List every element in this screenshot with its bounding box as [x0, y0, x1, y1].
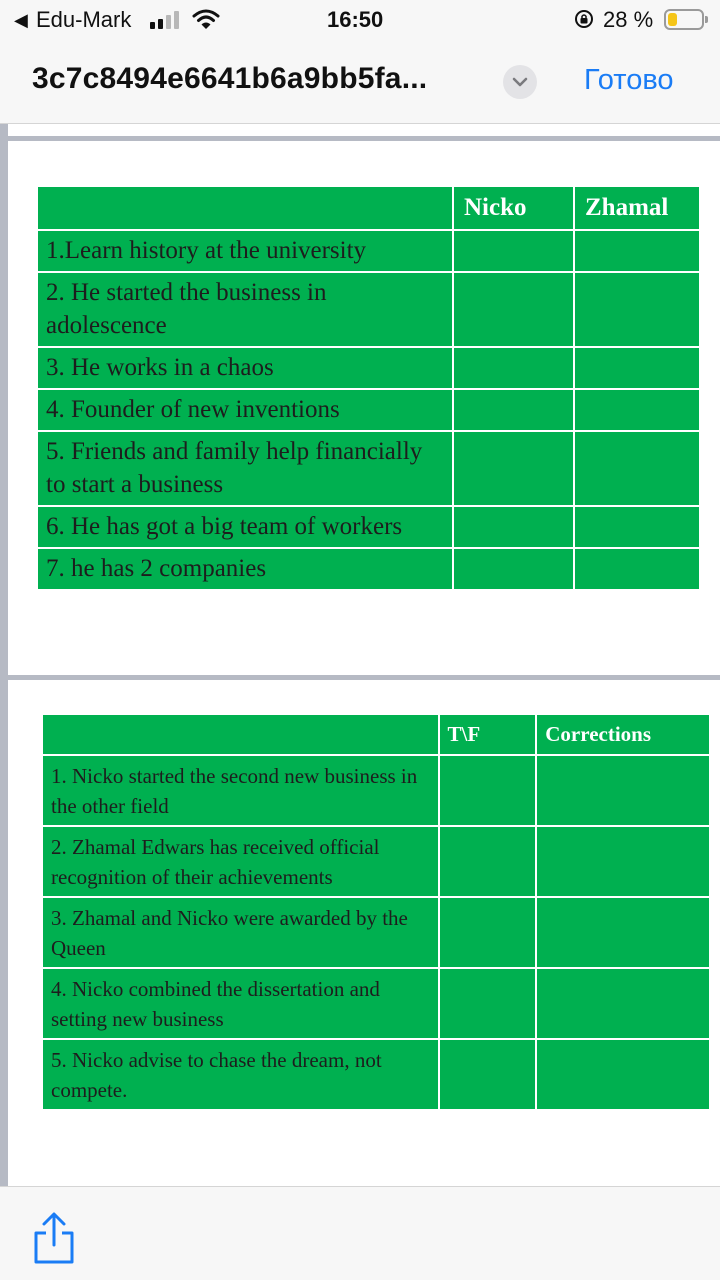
table-row [42, 826, 710, 897]
battery-level [668, 13, 677, 26]
answer-cell-nicko [453, 431, 574, 506]
table-row [37, 230, 700, 272]
table-row [42, 1039, 710, 1110]
table-header-empty [42, 714, 439, 755]
true-false-cell [439, 968, 537, 1039]
document-viewer[interactable] [0, 124, 720, 1186]
status-bar [0, 0, 720, 40]
table-header-empty [37, 186, 453, 230]
statement-cell: 3. Zhamal and Nicko were awarded by the Queen [42, 897, 439, 968]
done-button[interactable]: Готово [584, 64, 674, 96]
true-false-cell [439, 826, 537, 897]
answer-cell-zhamal [574, 389, 700, 431]
table-row [37, 548, 700, 590]
true-false-cell [439, 755, 537, 826]
answer-cell-nicko [453, 548, 574, 590]
correction-cell [536, 1039, 710, 1110]
true-false-cell [439, 897, 537, 968]
share-icon[interactable] [30, 1211, 78, 1265]
battery-icon [664, 9, 704, 30]
statement-cell: 5. Friends and family help financially to start a business [37, 431, 453, 506]
statement-cell: 2. He started the business in adolescence [37, 272, 453, 347]
statement-cell: 3. He works in a chaos [37, 347, 453, 389]
table-nicko-zhamal [36, 185, 701, 591]
statement-cell: 6. He has got a big team of workers [37, 506, 453, 548]
answer-cell-zhamal [574, 347, 700, 389]
signal-icon [150, 11, 184, 29]
table-header-row [42, 714, 710, 755]
correction-cell [536, 897, 710, 968]
document-title: 3c7c8494e6641b6a9bb5fa... [32, 62, 428, 95]
table-header-row [37, 186, 700, 230]
table-row [37, 389, 700, 431]
answer-cell-zhamal [574, 431, 700, 506]
table-row [37, 347, 700, 389]
table-row [37, 431, 700, 506]
answer-cell-zhamal [574, 272, 700, 347]
table-row [37, 506, 700, 548]
page-margin [0, 124, 8, 1186]
statement-cell: 1. Nicko started the second new business in the other field [42, 755, 439, 826]
answer-cell-nicko [453, 506, 574, 548]
statement-cell: 2. Zhamal Edwars has received official recognition of their achievements [42, 826, 439, 897]
carrier-name[interactable]: Edu-Mark [36, 7, 132, 32]
table-header-zhamal: Zhamal [574, 186, 700, 230]
statement-cell: 7. he has 2 companies [37, 548, 453, 590]
answer-cell-nicko [453, 347, 574, 389]
wifi-icon [192, 8, 220, 30]
statement-cell: 1.Learn history at the university [37, 230, 453, 272]
answer-cell-zhamal [574, 230, 700, 272]
statement-cell: 4. Nicko combined the dissertation and setting new business [42, 968, 439, 1039]
correction-cell [536, 826, 710, 897]
back-to-app-icon[interactable]: ◀ [14, 10, 28, 30]
answer-cell-nicko [453, 389, 574, 431]
table-header-corrections: Corrections [536, 714, 710, 755]
page-separator [8, 675, 720, 680]
true-false-cell [439, 1039, 537, 1110]
correction-cell [536, 968, 710, 1039]
answer-cell-nicko [453, 272, 574, 347]
table-row [42, 968, 710, 1039]
statement-cell: 5. Nicko advise to chase the dream, not compete. [42, 1039, 439, 1110]
answer-cell-zhamal [574, 548, 700, 590]
table-row [42, 755, 710, 826]
title-menu-button[interactable] [503, 65, 537, 99]
clock-time: 16:50 [327, 7, 384, 32]
table-row [42, 897, 710, 968]
page-separator [8, 136, 720, 141]
nav-bar [0, 40, 720, 124]
statement-cell: 4. Founder of new inventions [37, 389, 453, 431]
bottom-toolbar [0, 1186, 720, 1280]
table-true-false [41, 713, 711, 1111]
orientation-lock-icon [574, 9, 594, 29]
correction-cell [536, 755, 710, 826]
battery-percent: 28 % [603, 7, 654, 32]
answer-cell-zhamal [574, 506, 700, 548]
table-header-nicko: Nicko [453, 186, 574, 230]
table-row [37, 272, 700, 347]
table-header-true-false: T\F [439, 714, 537, 755]
chevron-down-icon [503, 65, 537, 99]
answer-cell-nicko [453, 230, 574, 272]
